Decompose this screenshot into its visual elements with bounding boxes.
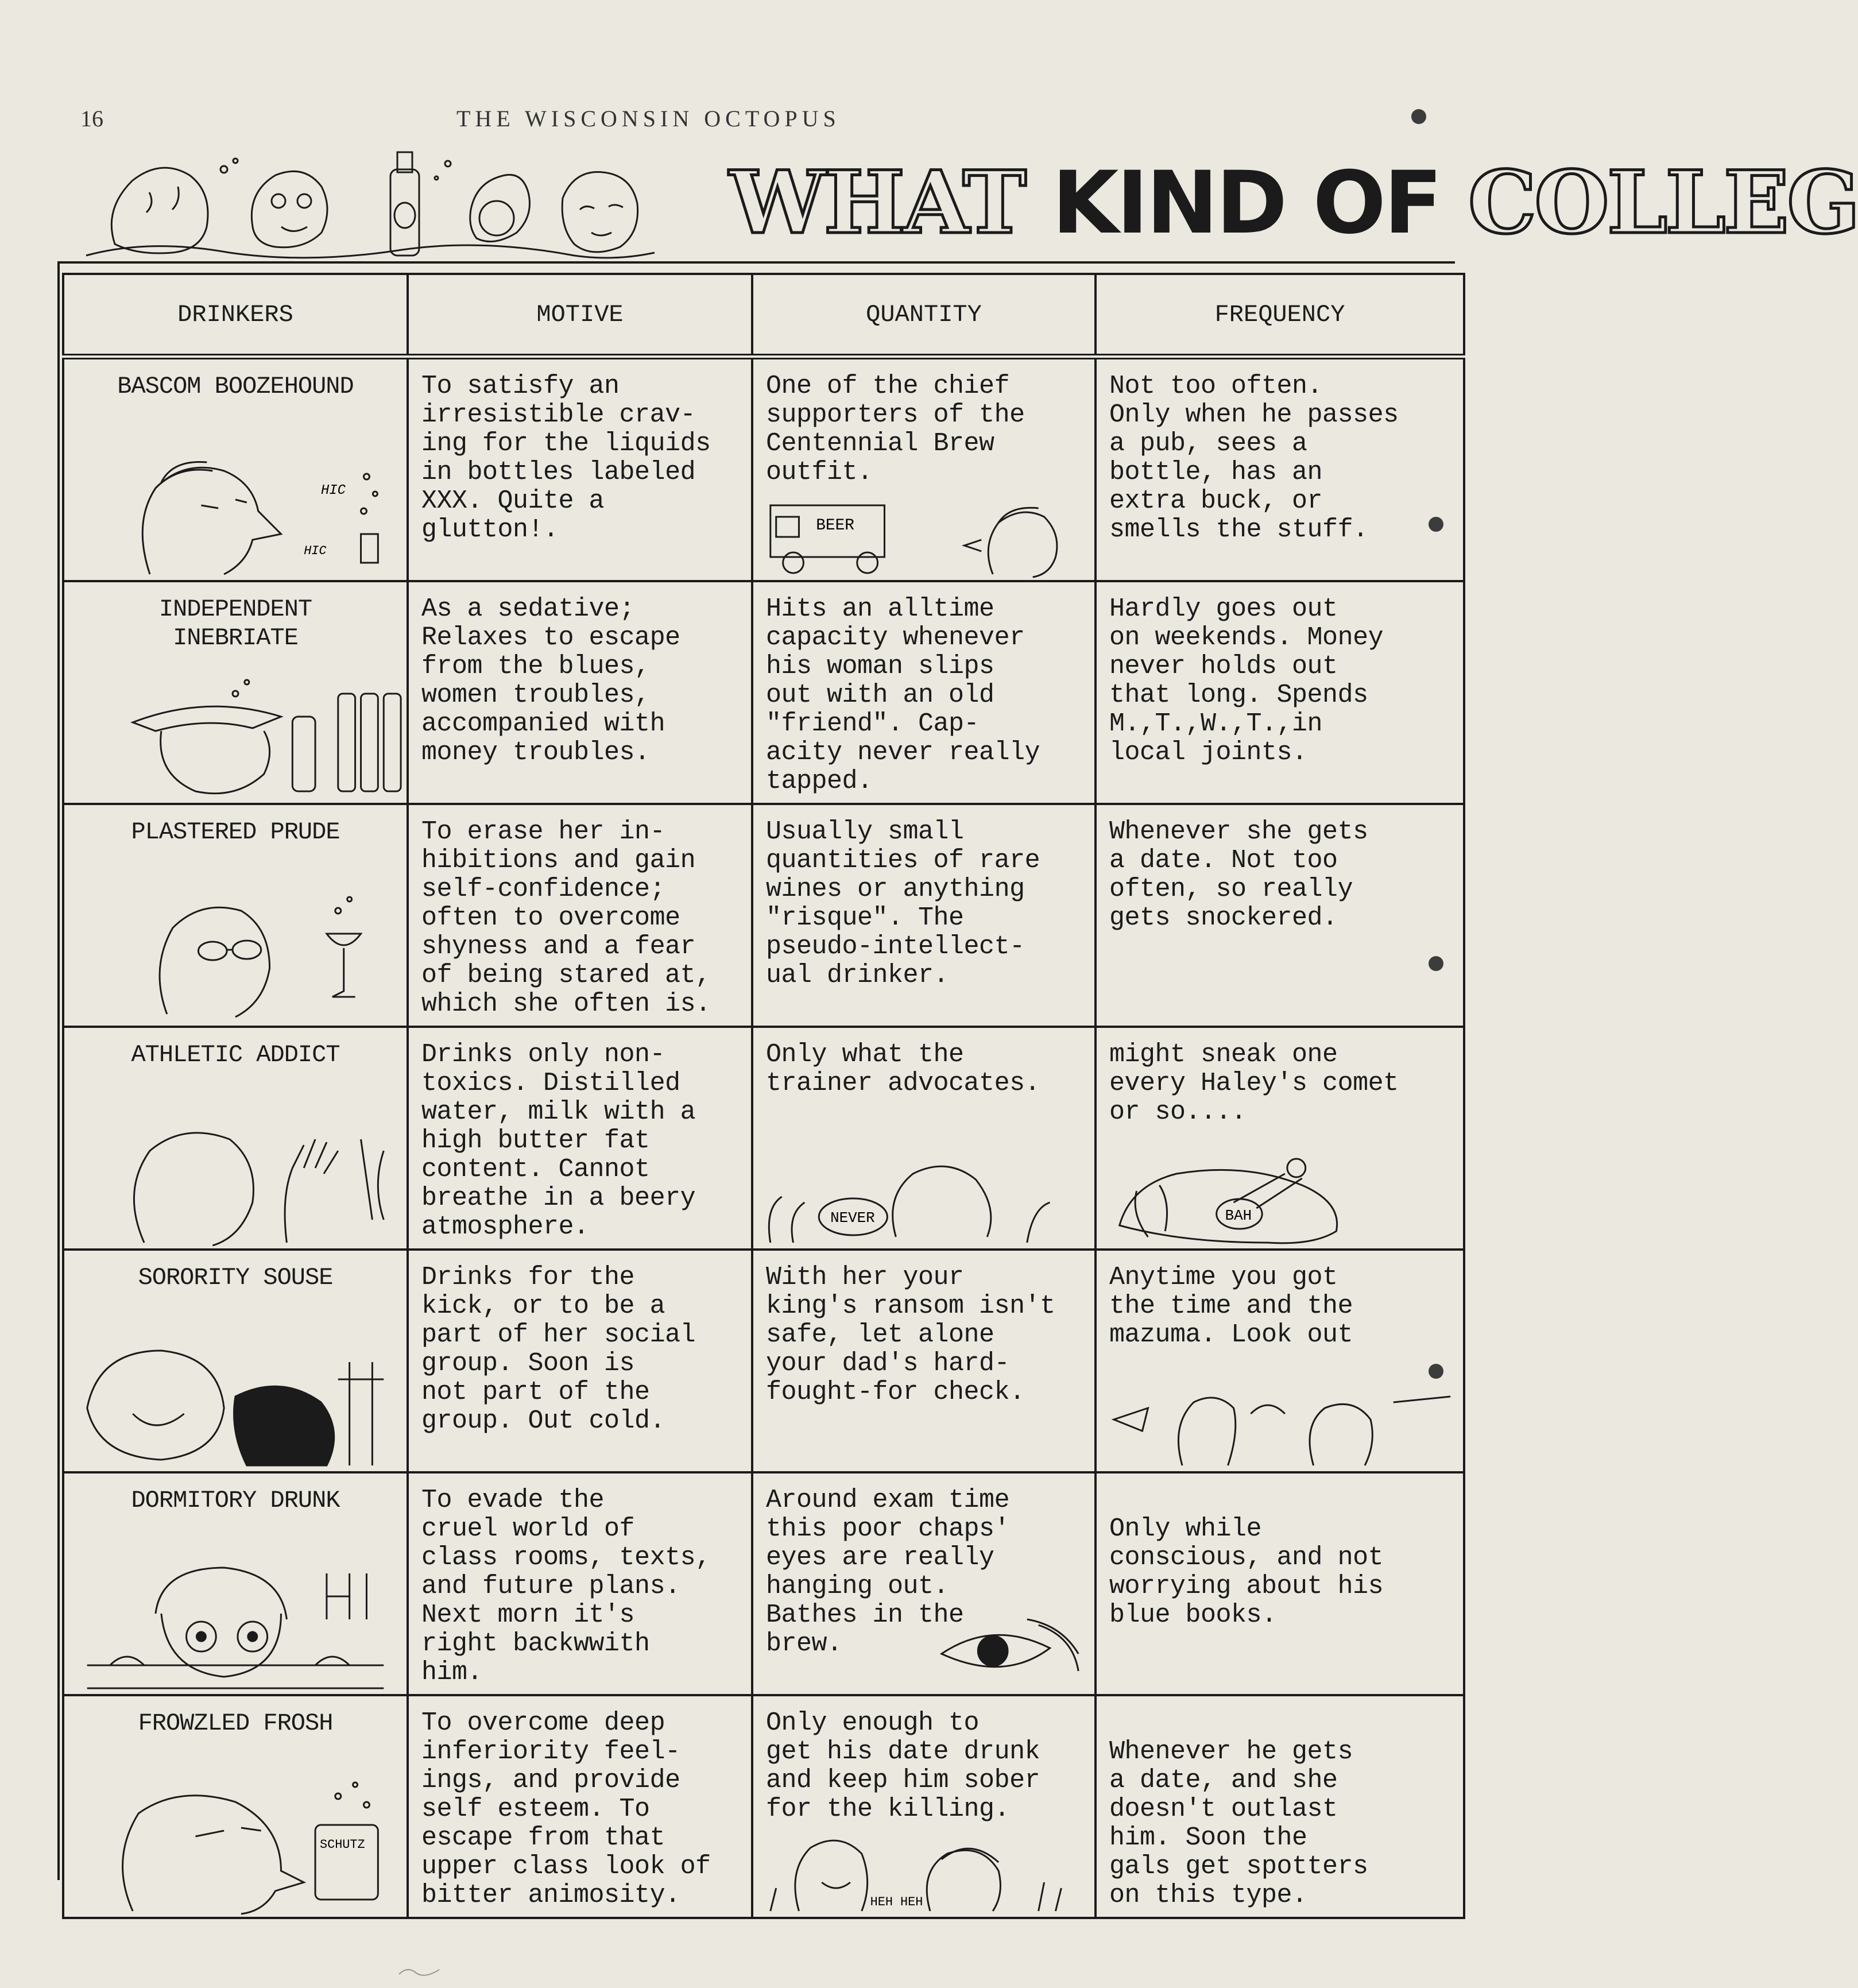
motive-cell	[408, 581, 752, 804]
drinker-cell	[63, 1695, 408, 1918]
table-row	[63, 1027, 1464, 1250]
drinker-cell	[63, 357, 408, 581]
drinker-cell	[63, 1472, 408, 1695]
athletic-addict-cartoon-icon	[64, 1105, 407, 1248]
column-header-drinkers: DRINKERS	[63, 274, 408, 357]
title-part-college: COLLEG	[1468, 152, 1858, 253]
hic-label: HIC	[321, 482, 346, 499]
drinker-name: ATHLETIC ADDICT	[131, 1041, 340, 1069]
table-row	[63, 581, 1464, 804]
beer-truck-cartoon-icon	[753, 482, 1094, 580]
quantity-cell	[752, 1472, 1096, 1695]
beer-label: BEER	[816, 516, 854, 535]
page-title	[729, 152, 1858, 253]
independent-inebriate-cartoon-icon	[64, 659, 407, 803]
dormitory-drunk-cartoon-icon	[64, 1550, 407, 1694]
table-row	[63, 1250, 1464, 1472]
print-smudge-icon	[396, 1963, 442, 1980]
heh-heh-label: HEH HEH	[870, 1894, 923, 1910]
drinker-cell	[63, 804, 408, 1027]
title-part-what: WHAT	[729, 152, 1024, 253]
motive-cell	[408, 1472, 752, 1695]
frequency-text: Whenever he gets a date, and she doesn't outlast him. Soon the gals get spotters on this type.	[1109, 1737, 1368, 1910]
dancing-couple-cartoon-icon	[1097, 1374, 1463, 1471]
drinker-name: DORMITORY DRUNK	[131, 1487, 340, 1514]
frequency-cell	[1096, 1250, 1464, 1472]
frequency-text: Only while conscious, and not worrying about his blue books.	[1109, 1514, 1384, 1630]
title-part-kind-of: KIND OF	[1024, 153, 1468, 253]
title-banner	[80, 146, 1858, 270]
frequency-text: Not too often. Only when he passes a pub, sees a bottle, has an extra buck, or smells the stuff.	[1109, 372, 1399, 544]
date-couple-cartoon-icon	[753, 1819, 1094, 1917]
quantity-text: Only what the trainer advocates.	[766, 1040, 1040, 1098]
motive-cell	[408, 1027, 752, 1250]
motive-text: To satisfy an irresistible crav- ing for the liquids in bottles labeled XXX. Quite a glutton!.	[421, 372, 711, 544]
table-row	[63, 357, 1464, 581]
motive-cell	[408, 357, 752, 581]
frequency-text: Anytime you got the time and the mazuma. Look out	[1109, 1263, 1353, 1349]
drinker-cell	[63, 581, 408, 804]
frequency-cell	[1096, 804, 1464, 1027]
quantity-text: Only enough to get his date drunk and keep him sober for the killing.	[766, 1708, 1040, 1824]
quantity-text: One of the chief supporters of the Centennial Brew outfit.	[766, 372, 1025, 487]
quantity-cell	[752, 1695, 1096, 1918]
drinker-name: BASCOM BOOZEHOUND	[117, 373, 354, 400]
quantity-text: With her your king's ransom isn't safe, let alone your dad's hard- fought-for check.	[766, 1263, 1055, 1407]
motive-text: To evade the cruel world of class rooms, texts, and future plans. Next morn it's right backwwith him.	[421, 1486, 711, 1687]
frequency-text: Whenever she gets a date. Not too often, so really gets snockered.	[1109, 817, 1368, 933]
cartoon-drinkers-banner-icon	[80, 146, 655, 270]
never-label: NEVER	[830, 1209, 875, 1227]
table-row	[63, 804, 1464, 1027]
frequency-cell	[1096, 1695, 1464, 1918]
frowzled-frosh-cartoon-icon	[64, 1773, 407, 1917]
frequency-text: might sneak one every Haley's comet or so....	[1109, 1040, 1399, 1127]
binder-hole-icon	[1411, 109, 1426, 124]
drinker-name: FROWZLED FROSH	[138, 1709, 333, 1737]
quantity-text: Usually small quantities of rare wines or anything "risque". The pseudo-intellect- ual drinker.	[766, 817, 1040, 990]
frequency-cell	[1096, 1472, 1464, 1695]
table-row	[63, 1695, 1464, 1918]
motive-text: As a sedative; Relaxes to escape from the blues, women troubles, accompanied with money troubles.	[421, 594, 680, 767]
quantity-cell	[752, 1027, 1096, 1250]
quantity-cell	[752, 1250, 1096, 1472]
quantity-cell	[752, 357, 1096, 581]
haleys-comet-cartoon-icon	[1097, 1151, 1463, 1248]
quantity-cell	[752, 581, 1096, 804]
table-row	[63, 1472, 1464, 1695]
bascom-boozehound-cartoon-icon	[64, 436, 407, 580]
table-header-row	[63, 274, 1464, 357]
drinker-name: INDEPENDENT INEBRIATE	[158, 595, 312, 652]
motive-text: Drinks only non- toxics. Distilled water, milk with a high butter fat content. Cannot breathe in a beery atmosphere.	[421, 1040, 696, 1241]
quantity-text: Around exam time this poor chaps' eyes are really hanging out. Bathes in the brew.	[766, 1486, 1010, 1658]
bah-label: BAH	[1225, 1206, 1252, 1225]
trainer-cartoon-icon	[753, 1151, 1094, 1248]
column-header-frequency: FREQUENCY	[1096, 274, 1464, 357]
drinker-cell	[63, 1027, 408, 1250]
frequency-text: Hardly goes out on weekends. Money never holds out that long. Spends M.,T.,W.,T.,in local joints.	[1109, 594, 1384, 767]
motive-cell	[408, 804, 752, 1027]
motive-cell	[408, 1695, 752, 1918]
frequency-cell	[1096, 1027, 1464, 1250]
quantity-cell	[752, 804, 1096, 1027]
frequency-cell	[1096, 357, 1464, 581]
page-number: 16	[80, 106, 103, 131]
column-header-motive: MOTIVE	[408, 274, 752, 357]
drinkers-table	[62, 273, 1465, 1919]
hic-label: HIC	[304, 543, 327, 559]
drinker-cell	[63, 1250, 408, 1472]
motive-text: To overcome deep inferiority feel- ings, and provide self esteem. To escape from that upper class look of bitter animosity.	[421, 1708, 711, 1910]
sorority-souse-cartoon-icon	[64, 1328, 407, 1471]
motive-text: Drinks for the kick, or to be a part of her social group. Soon is not part of the group. Out cold.	[421, 1263, 696, 1436]
drinker-name: SORORITY SOUSE	[138, 1264, 333, 1291]
quantity-text: Hits an alltime capacity whenever his woman slips out with an old "friend". Cap- acity never really tapped.	[766, 594, 1040, 796]
running-head: THE WISCONSIN OCTOPUS	[456, 106, 841, 131]
plastered-prude-cartoon-icon	[64, 882, 407, 1026]
bloodshot-eye-cartoon-icon	[753, 1596, 1094, 1694]
motive-text: To erase her in- hibitions and gain self-confidence; often to overcome shyness and a fear of being stared at, which she often is.	[421, 817, 711, 1019]
frequency-cell	[1096, 581, 1464, 804]
motive-cell	[408, 1250, 752, 1472]
column-header-quantity: QUANTITY	[752, 274, 1096, 357]
drinker-name: PLASTERED PRUDE	[131, 818, 340, 846]
schutz-label: SCHUTZ	[320, 1837, 365, 1852]
